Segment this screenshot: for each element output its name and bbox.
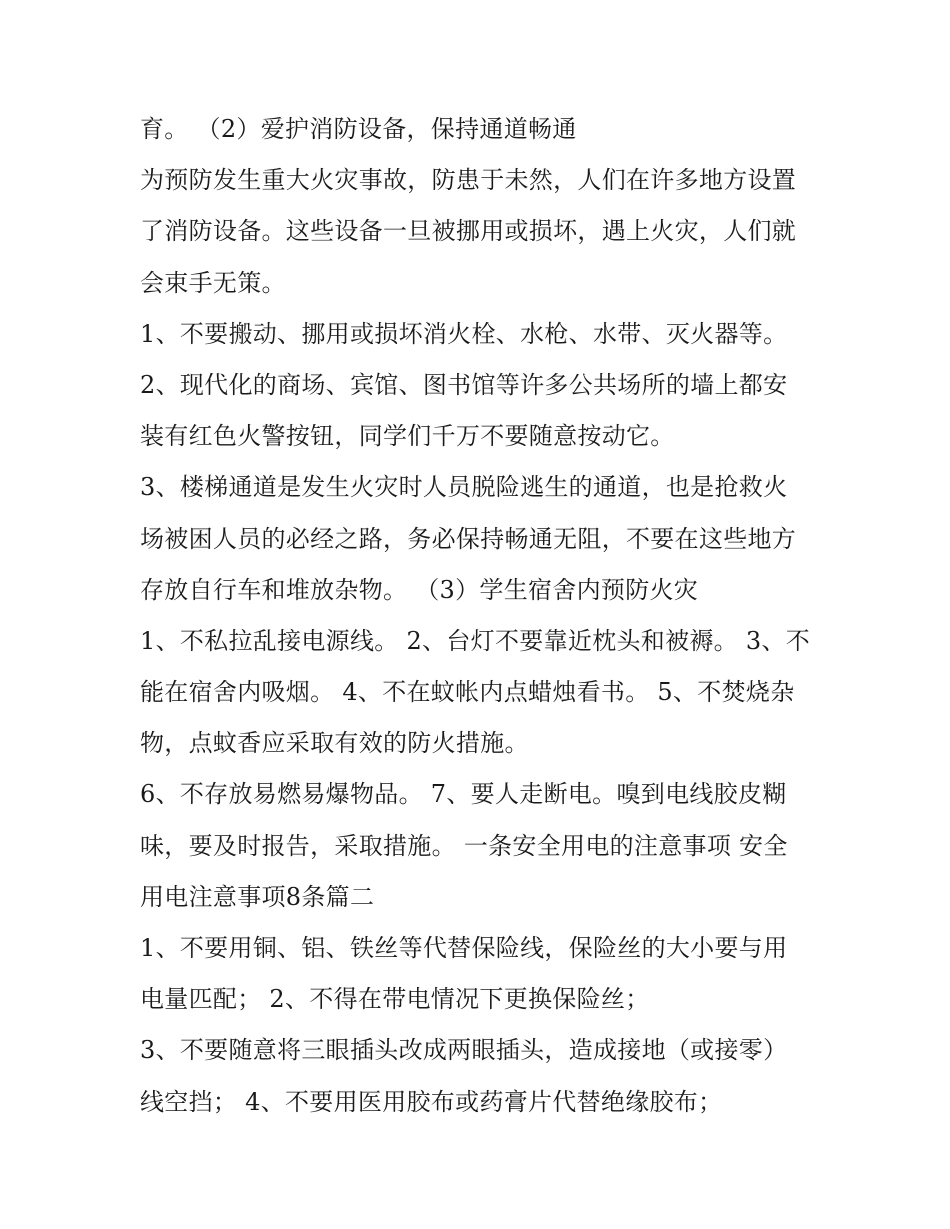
text-line: 2、现代化的商场、宾馆、图书馆等许多公共场所的墙上都安 — [140, 370, 788, 399]
text-line: 线空挡； 4、不要用医用胶布或药膏片代替绝缘胶布； — [140, 1087, 723, 1116]
text-line: 为预防发生重大火灾事故，防患于未然，人们在许多地方设置 — [140, 166, 797, 195]
text-line: 场被困人员的必经之路，务必保持畅通无阻，不要在这些地方 — [140, 524, 797, 553]
text-line: 会束手无策。 — [140, 268, 286, 297]
text-line: 1、不私拉乱接电源线。 2、台灯不要靠近枕头和被褥。 3、不 — [140, 626, 811, 655]
text-line: 电量匹配； 2、不得在带电情况下更换保险丝； — [140, 985, 650, 1014]
text-line: 味，要及时报告，采取措施。 一条安全用电的注意事项 安全 — [140, 831, 788, 860]
text-line: 育。 （2）爱护消防设备，保持通道畅通 — [140, 115, 577, 143]
text-line: 1、不要搬动、挪用或损坏消火栓、水枪、水带、灭火器等。 — [140, 319, 788, 348]
text-line: 装有红色火警按钮，同学们千万不要随意按动它。 — [140, 422, 675, 451]
text-line: 存放自行车和堆放杂物。 （3）学生宿舍内预防火灾 — [140, 575, 699, 604]
document-body — [140, 106, 820, 1130]
text-line: 6、不存放易燃易爆物品。 7、要人走断电。嗅到电线胶皮糊 — [140, 780, 787, 809]
text-line: 了消防设备。这些设备一旦被挪用或损坏，遇上火灾，人们就 — [140, 217, 797, 246]
text-line: 物，点蚊香应采取有效的防火措施。 — [140, 729, 529, 758]
text-line: 1、不要用铜、铝、铁丝等代替保险线，保险丝的大小要与用 — [140, 934, 788, 962]
text-line: 用电注意事项8条篇二 — [140, 882, 375, 911]
text-line: 能在宿舍内吸烟。 4、不在蚊帐内点蜡烛看书。 5、不焚烧杂 — [140, 678, 795, 707]
text-line: 3、不要随意将三眼插头改成两眼插头，造成接地（或接零） — [140, 1036, 788, 1065]
text-line: 3、楼梯通道是发生火灾时人员脱险逃生的通道，也是抢救火 — [140, 473, 788, 502]
